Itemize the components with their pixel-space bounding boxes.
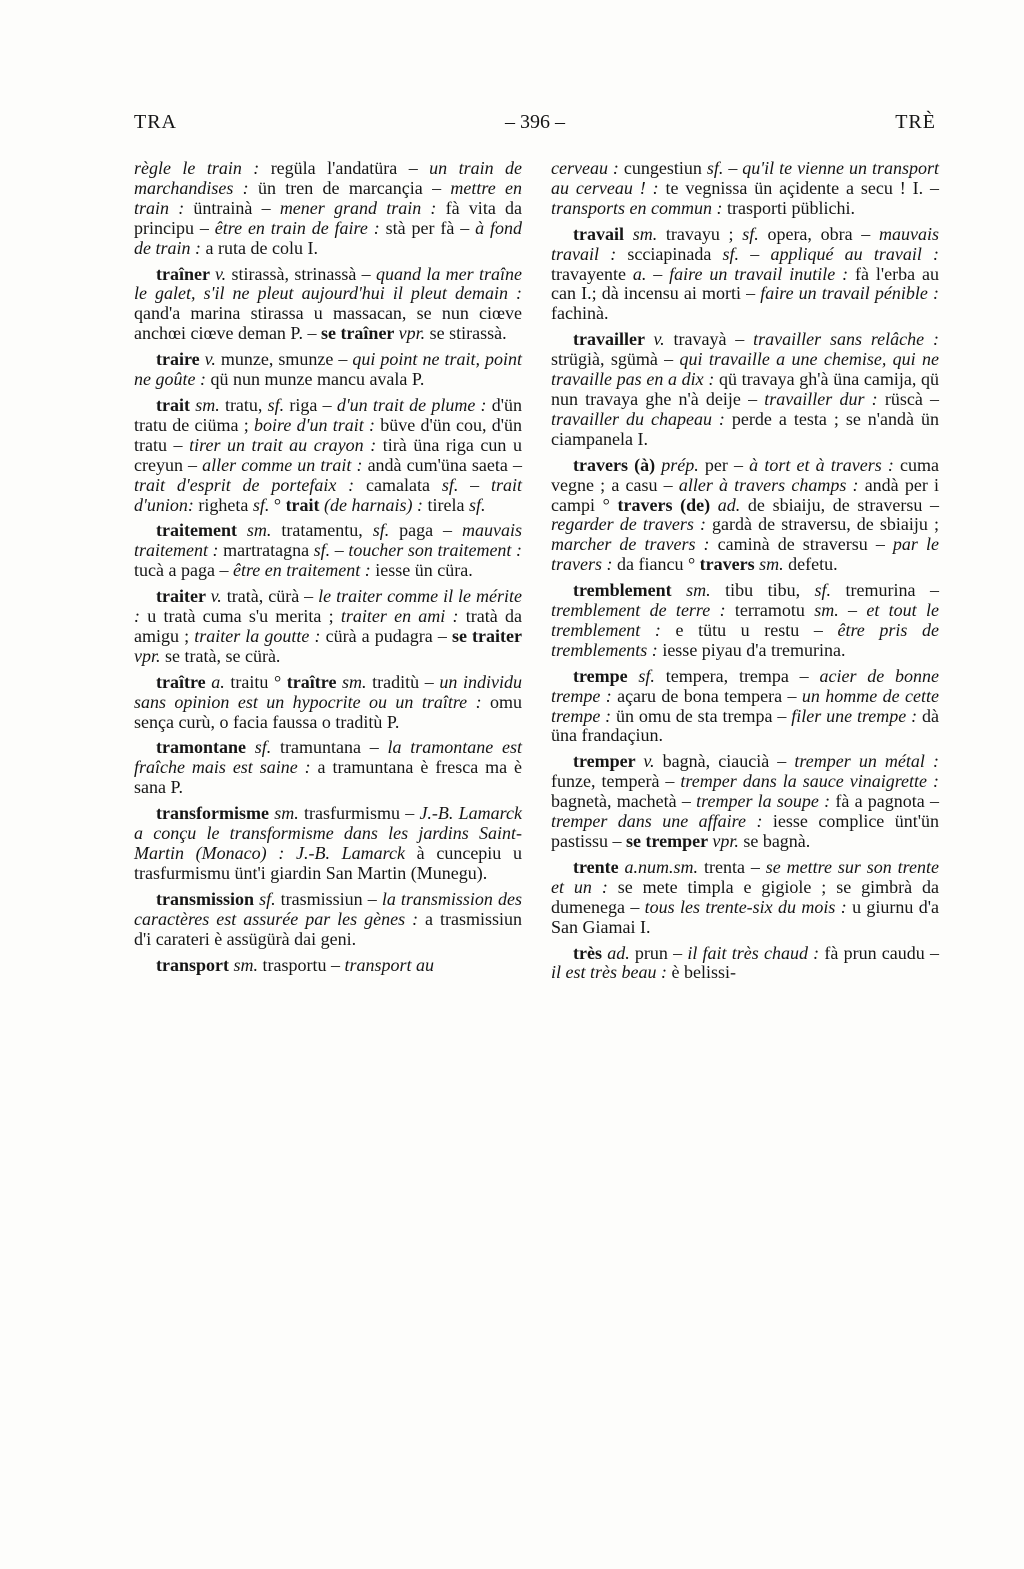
- text-run: paga –: [399, 520, 462, 541]
- text-run: qu'il te vienne un transport au cerveau ! :: [551, 158, 939, 198]
- text-run: a ruta de colu I.: [205, 237, 318, 258]
- text-run: se mettre sur son trente et un :: [551, 856, 939, 897]
- text-run: travailler dur :: [764, 388, 885, 409]
- text-run: iesse ün cüra.: [375, 560, 473, 581]
- dictionary-entry: [551, 330, 939, 449]
- text-run: caminà de straversu –: [717, 534, 893, 555]
- text-run: sm.: [246, 520, 282, 541]
- text-run: fachinà.: [551, 303, 609, 324]
- headword: traîner: [156, 263, 215, 284]
- text-run: u giurnu d'a San Giamai I.: [551, 896, 940, 937]
- text-run: cungestiun: [623, 158, 707, 178]
- headword: travers (de): [617, 494, 718, 515]
- text-run: trasmissiun –: [280, 888, 382, 909]
- text-run: tirà üna riga cun u creyun –: [134, 434, 522, 475]
- text-run: transports en commun :: [551, 197, 727, 218]
- text-run: °: [273, 494, 286, 515]
- text-run: traiter en ami :: [340, 606, 466, 627]
- left-column: [134, 159, 522, 989]
- text-run: tratamentu,: [281, 520, 373, 541]
- text-run: ün tren de marcançia –: [257, 177, 451, 198]
- text-run: il est très beau :: [551, 962, 672, 983]
- text-run: sf.: [469, 494, 486, 515]
- dictionary-entry: [134, 587, 522, 667]
- text-run: defetu.: [788, 554, 838, 575]
- dictionary-entry: [551, 752, 939, 852]
- text-run: –: [334, 540, 349, 561]
- dictionary-entry: [134, 673, 522, 733]
- text-run: aller à travers champs :: [678, 474, 865, 495]
- text-run: fà prun caudu –: [824, 942, 939, 963]
- text-run: ad.: [717, 494, 748, 515]
- dictionary-entry: [551, 225, 939, 325]
- text-run: se mete timpla e gigiole ; se gimbrà da dumenega –: [551, 876, 940, 917]
- text-run: boire d'un trait :: [254, 414, 381, 435]
- headword: trait: [156, 394, 196, 415]
- text-run: marcher de travers :: [551, 534, 718, 555]
- text-run: gardà de straversu, de sbiaiju ;: [712, 514, 939, 535]
- text-run: à tort et à travers :: [749, 454, 901, 475]
- text-run: riga –: [289, 394, 337, 415]
- headword: trempe: [573, 665, 639, 686]
- text-run: camalata: [366, 474, 442, 495]
- text-run: sf.: [638, 665, 666, 686]
- text-run: andà cum'üna saeta –: [367, 454, 522, 475]
- text-run: sf.: [267, 394, 290, 415]
- text-run: tremblement de terre :: [551, 600, 735, 621]
- headword: travailler: [573, 329, 654, 350]
- text-run: trasportu –: [262, 954, 345, 975]
- page-number: – 396 –: [505, 111, 565, 133]
- text-run: v.: [643, 751, 663, 772]
- dictionary-entry: [551, 456, 939, 575]
- dictionary-entry: [134, 738, 522, 798]
- text-run: sf.: [742, 223, 768, 244]
- text-run: mauvais travail :: [551, 223, 939, 264]
- text-run: trait d'esprit de portefaix :: [134, 474, 367, 495]
- text-run: sf.: [252, 494, 274, 515]
- text-run: –: [848, 600, 867, 621]
- text-run: sf.: [259, 888, 281, 909]
- text-run: dà üna frandaçiun.: [551, 705, 939, 746]
- text-run: travayente: [551, 263, 633, 284]
- text-run: bagnetà, machetà –: [551, 791, 697, 812]
- text-run: le traiter comme il le mérite :: [134, 586, 523, 627]
- text-run: filer une trempe :: [791, 705, 922, 726]
- text-run: prun –: [634, 942, 688, 963]
- text-run: te vegnissa ün açidente a secu ! I. –: [665, 177, 939, 198]
- text-run: un homme de cette trempe :: [551, 685, 940, 726]
- text-run: un individu sans opinion est un hypocrite ou un traître :: [134, 671, 522, 712]
- text-run: sm.: [759, 554, 789, 575]
- dictionary-entry: [551, 667, 939, 747]
- text-run: v.: [215, 263, 232, 284]
- headword: tremblement: [573, 580, 687, 601]
- headword: travers (à): [573, 454, 662, 475]
- text-run: travailler sans relâche :: [753, 329, 939, 350]
- text-run: mauvais traitement :: [134, 520, 522, 561]
- text-run: tirer un trait au crayon :: [189, 434, 383, 455]
- text-run: trasporti püblichi.: [727, 197, 855, 218]
- text-run: açaru de bona tempera –: [617, 685, 802, 706]
- text-run: tremper dans une affaire :: [551, 811, 773, 832]
- dictionary-entry: [134, 265, 522, 345]
- text-run: tucà a paga –: [134, 560, 233, 581]
- text-run: tratà da amigu ;: [134, 606, 522, 646]
- text-run: –: [750, 243, 771, 264]
- text-run: quand la mer traîne le galet, s'il ne pleut aujourd'hui il pleut demain :: [134, 263, 523, 304]
- header-right-keyword: TRÈ: [895, 111, 936, 133]
- headword: traitement: [156, 520, 247, 541]
- text-run: vpr.: [134, 645, 165, 666]
- text-run: bagnà, ciaucià –: [662, 751, 795, 772]
- text-run: sm.: [274, 803, 304, 824]
- text-run: traiter la goutte :: [194, 625, 326, 646]
- text-run: iesse complice ünt'ün pastissu –: [551, 811, 939, 851]
- text-run: règle le train :: [134, 158, 271, 178]
- text-run: trasfurmismu –: [303, 803, 420, 824]
- dictionary-entry: [134, 521, 522, 581]
- text-run: sm.: [632, 223, 666, 244]
- text-run: cerveau :: [551, 158, 624, 178]
- text-run: sm.: [233, 954, 263, 975]
- text-run: per –: [704, 454, 750, 475]
- text-run: à fond de train :: [134, 217, 522, 258]
- dictionary-entry: [134, 956, 522, 976]
- text-run: v.: [210, 586, 227, 607]
- text-run: è belissi-: [671, 962, 736, 983]
- text-run: sm.: [686, 580, 726, 601]
- headword: travers: [699, 554, 760, 575]
- text-run: J.-B. Lamarck a conçu le transformisme dans les jardins Saint-Martin (Monaco) : J.-B. Lamarck: [134, 803, 522, 863]
- text-run: vpr.: [712, 831, 744, 851]
- headword: tramontane: [156, 737, 255, 758]
- text-run: terramotu: [734, 600, 815, 621]
- headword: se traîner: [320, 323, 399, 344]
- text-run: stà per fà –: [385, 217, 476, 238]
- headword: traiter: [156, 586, 211, 607]
- text-run: à cuncepiu u trasfurmismu ünt'i giardin San Martin (Munegu).: [134, 843, 522, 883]
- text-run: fà a pagnota –: [835, 791, 940, 812]
- text-run: andà per i campi °: [551, 474, 939, 515]
- text-run: (de harnais) :: [324, 494, 428, 515]
- text-run: qü travaya gh'à üna camija, qü nun travaya ghe n'à deije –: [551, 369, 940, 409]
- text-run: ad.: [607, 942, 635, 963]
- headword: se traiter: [451, 625, 523, 646]
- text-run: tremper un métal :: [794, 751, 940, 772]
- text-run: sm.: [342, 671, 373, 692]
- dictionary-entry: [551, 159, 939, 219]
- text-columns: [134, 159, 939, 989]
- text-run: –: [728, 158, 743, 178]
- text-run: tibu tibu,: [725, 580, 815, 601]
- text-run: se tratà, se cürà.: [165, 645, 281, 666]
- text-run: trenta –: [703, 856, 766, 877]
- text-run: se stirassà.: [429, 323, 507, 344]
- text-run: a trasmissiun d'i carateri è assügürà dai geni.: [134, 908, 522, 949]
- text-run: être en traitement :: [232, 560, 376, 581]
- text-run: a tramuntana è fresca ma è sana P.: [134, 757, 522, 798]
- text-run: regarder de travers :: [551, 514, 713, 535]
- text-run: da fiancu °: [617, 554, 700, 575]
- text-run: a.: [211, 671, 231, 692]
- dictionary-entry: [551, 944, 939, 984]
- text-run: prép.: [661, 454, 705, 475]
- text-run: stirassà, strinassà –: [231, 263, 376, 284]
- text-run: regüla l'andatüra –: [270, 158, 430, 178]
- text-run: iesse piyau d'a tremurina.: [662, 639, 846, 660]
- text-run: mener grand train :: [279, 197, 446, 218]
- text-run: büve d'ün cou, d'ün tratu –: [134, 414, 522, 455]
- headword: transformisme: [156, 803, 275, 824]
- text-run: e tütu u restu –: [675, 619, 838, 640]
- text-run: la tramontane est fraîche mais est saine :: [134, 737, 523, 778]
- text-run: un train de marchandises :: [134, 158, 523, 198]
- dictionary-entry: [134, 159, 522, 259]
- text-run: sf.: [372, 520, 400, 541]
- headword: travail: [573, 223, 633, 244]
- text-run: qü nun munze mancu avala P.: [210, 369, 425, 390]
- text-run: opera, obra –: [767, 223, 879, 244]
- text-run: qand'a marina stirassa u massacan, se nun ciœve anchœi ciœve deman P. –: [134, 303, 522, 344]
- text-run: se bagnà.: [743, 831, 811, 851]
- text-run: sf.: [313, 540, 335, 561]
- headword: trait: [285, 494, 325, 515]
- text-run: perde a testa ; se n'andà ün ciampanela I.: [551, 408, 940, 449]
- text-run: aller comme un trait :: [202, 454, 368, 475]
- text-run: sf.: [814, 580, 846, 601]
- text-run: tremper la soupe :: [696, 791, 836, 812]
- text-run: trait d'union:: [134, 474, 523, 515]
- dictionary-entry: [551, 581, 939, 661]
- dictionary-entry: [134, 804, 522, 884]
- text-run: –: [653, 263, 670, 284]
- text-run: travayu ;: [665, 223, 743, 244]
- text-run: ün omu de sta trempa –: [616, 705, 792, 726]
- headword: transport: [156, 954, 234, 975]
- headword: transmission: [156, 888, 260, 909]
- text-run: tous les trente-six du mois :: [644, 896, 853, 917]
- dictionary-entry: [134, 396, 522, 515]
- text-run: cürà a pudagra –: [325, 625, 452, 646]
- dictionary-entry: [134, 350, 522, 390]
- text-run: qui point ne trait, point ne goûte :: [134, 349, 523, 390]
- text-run: fà vita da principu –: [134, 197, 522, 238]
- text-run: u tratà cuma s'u merita ;: [147, 606, 341, 627]
- text-run: travayà –: [673, 329, 754, 350]
- text-run: transport au: [344, 954, 435, 975]
- text-run: traitu °: [230, 671, 287, 692]
- headword: traître: [286, 671, 343, 692]
- header-left-keyword: TRA: [134, 111, 177, 133]
- text-run: funze, temperà –: [551, 771, 681, 792]
- text-run: v.: [204, 349, 221, 370]
- text-run: être pris de tremblements :: [551, 619, 939, 660]
- text-run: d'un trait de plume :: [336, 394, 492, 415]
- text-run: martratagna: [223, 540, 314, 561]
- headword: trente: [573, 856, 625, 877]
- text-run: scciapinada: [627, 243, 723, 264]
- text-run: appliqué au travail :: [770, 243, 940, 264]
- headword: tremper: [573, 751, 644, 772]
- text-run: toucher son traitement :: [348, 540, 522, 561]
- text-run: a.: [632, 263, 654, 284]
- text-run: faire un travail pénible :: [760, 283, 939, 304]
- text-run: sf.: [254, 737, 281, 758]
- headword: traître: [156, 671, 212, 692]
- text-run: faire un travail inutile :: [669, 263, 855, 284]
- text-run: il fait très chaud :: [687, 942, 825, 963]
- text-run: acier de bonne trempe :: [551, 665, 939, 706]
- text-run: travailler du chapeau :: [551, 408, 732, 429]
- text-run: strügià, sgümà –: [551, 349, 680, 370]
- text-run: être en train de faire :: [214, 217, 386, 238]
- text-run: mettre en train :: [134, 177, 523, 218]
- text-run: –: [470, 474, 491, 495]
- headword: très: [573, 942, 608, 963]
- text-run: d'ün tratu de ciüma ;: [134, 394, 522, 435]
- right-column: [551, 159, 939, 989]
- text-run: tratu,: [224, 394, 268, 415]
- text-run: v.: [653, 329, 674, 350]
- text-run: omu sença curù, o facia faussa o traditù P.: [134, 691, 522, 732]
- text-run: tremurina –: [845, 580, 939, 601]
- text-run: tratà, cürà –: [226, 586, 319, 607]
- text-run: a.num.sm.: [624, 856, 704, 877]
- text-run: üntrainà –: [193, 197, 280, 218]
- text-run: righeta: [198, 494, 253, 515]
- text-run: sm.: [814, 600, 849, 621]
- text-run: sf.: [722, 243, 751, 264]
- text-run: et tout le tremblement :: [551, 600, 939, 640]
- text-run: munze, smunze –: [220, 349, 353, 370]
- text-run: la transmission des caractères est assurée par les gènes :: [134, 888, 522, 929]
- text-run: vpr.: [398, 323, 430, 344]
- text-run: qui travaille a une chemise, qui ne travaille pas en a dix :: [551, 349, 939, 390]
- dictionary-entry: [134, 890, 522, 950]
- headword: traire: [156, 349, 205, 370]
- text-run: tremper dans la sauce vinaigrette :: [680, 771, 939, 792]
- text-run: par le travers :: [551, 534, 940, 575]
- text-run: cuma vegne ; a casu –: [551, 454, 939, 495]
- headword: se tremper: [626, 831, 713, 851]
- text-run: de sbiaiju, de straversu –: [747, 494, 939, 515]
- text-run: fà l'erba au can I.; dà incensu ai morti –: [551, 263, 939, 304]
- text-run: sf.: [441, 474, 471, 495]
- text-run: tirela: [427, 494, 470, 515]
- text-run: sf.: [706, 158, 729, 178]
- text-run: tempera, trempa –: [665, 665, 820, 686]
- text-run: rüscà –: [884, 388, 939, 409]
- text-run: tramuntana –: [280, 737, 388, 758]
- text-run: traditù –: [372, 671, 440, 692]
- text-run: sm.: [195, 394, 225, 415]
- dictionary-entry: [551, 858, 939, 938]
